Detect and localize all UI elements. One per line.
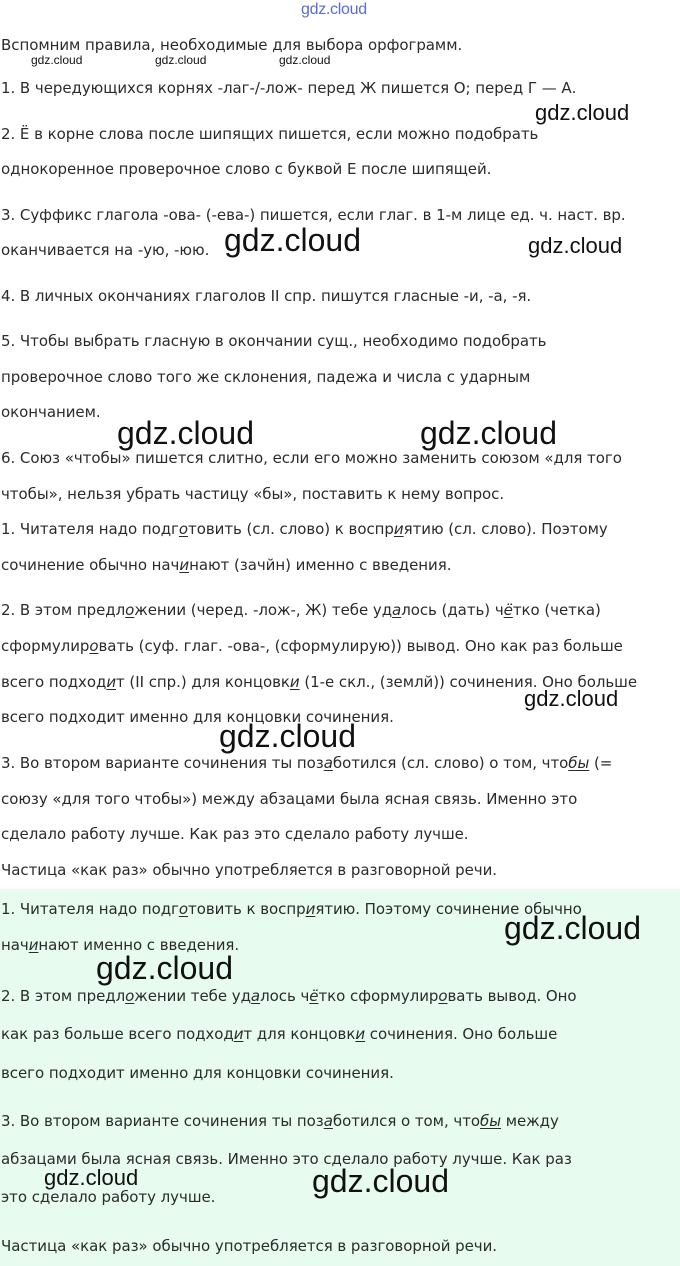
analysis-2-line-1	[1, 600, 601, 620]
orthogram-letter: и	[233, 1025, 244, 1043]
orthogram-letter: и	[289, 673, 300, 691]
text-segment: между	[501, 1112, 559, 1130]
analysis-3-line-1	[1, 753, 612, 773]
watermark: gdz.cloud	[117, 415, 254, 451]
answer-3-line-1	[1, 1111, 559, 1131]
analysis-3-line-3	[1, 824, 469, 844]
site-watermark: gdz.cloud	[301, 1, 367, 18]
orthogram-letter: бы	[480, 1112, 502, 1130]
text-segment: тко сформулир	[318, 987, 439, 1005]
text-segment: всего подход	[1, 673, 107, 691]
text-segment: т для концовк	[243, 1025, 356, 1043]
orthogram-letter: а	[323, 754, 333, 772]
text-segment: это сделало работу лучше.	[1, 1188, 216, 1206]
text-segment: всего подходит именно для концовки сочинения.	[1, 1064, 394, 1082]
text-segment: товить к воспр	[188, 900, 306, 918]
text-segment: т (II спр.) для концовк	[116, 673, 290, 691]
text-segment: как раз больше всего подход	[1, 1025, 234, 1043]
text-segment: вать (суф. глаг. -ова-, (сформулирую)) вывод. Оно как раз больше	[98, 637, 623, 655]
text-segment: Частица «как раз» обычно употребляется в разговорной речи.	[1, 861, 497, 879]
orthogram-letter: о	[125, 601, 135, 619]
watermark: gdz.cloud	[420, 415, 557, 451]
orthogram-letter: а	[392, 601, 402, 619]
rule-5-line-3: окончанием.	[1, 403, 101, 421]
answer-2-line-1	[1, 986, 577, 1006]
rule-4-line-1: 4. В личных окончаниях глаголов II спр. пишутся гласные -и, -а, -я.	[1, 287, 532, 305]
watermark: gdz.cloud	[528, 233, 623, 258]
answer-2-line-2	[1, 1024, 557, 1044]
analysis-1-line-1	[1, 519, 608, 539]
orthogram-letter: а	[250, 987, 261, 1005]
text-segment: вать вывод. Оно	[447, 987, 577, 1005]
text-segment: жении (черед. -лож-, Ж) тебе уд	[134, 601, 393, 619]
text-segment: нают именно с введения.	[38, 936, 240, 954]
rule-2-line-2: однокоренное проверочное слово с буквой Е после шипящей.	[1, 160, 492, 178]
orthogram-letter: а	[323, 1112, 333, 1130]
text-segment: 2. В этом предл	[1, 601, 126, 619]
orthogram-letter: и	[179, 556, 190, 574]
text-segment: абзацами была ясная связь. Именно это сделало работу лучше. Как раз	[1, 1150, 572, 1168]
rule-1-line-1: 1. В чередующихся корнях -лаг-/-лож- перед Ж пишется О; перед Г — А.	[1, 79, 577, 97]
rule-6-line-2: чтобы», нельзя убрать частицу «бы», поставить к нему вопрос.	[1, 485, 505, 503]
answer-note	[1, 1236, 497, 1256]
orthogram-letter: ё	[503, 601, 513, 619]
rule-2-line-1: 2. Ё в корне слова после шипящих пишется, если можно подобрать	[1, 125, 539, 143]
text-segment: 1. Читателя надо подг	[1, 520, 179, 538]
orthogram-letter: о	[178, 900, 189, 918]
rule-3-line-2: оканчивается на -ую, -юю.	[1, 241, 210, 259]
rule-5-line-1: 5. Чтобы выбрать гласную в окончании сущ., необходимо подобрать	[1, 332, 547, 350]
rule-3-line-1: 3. Суффикс глагола -ова- (-ева-) пишется, если глаг. в 1-м лице ед. ч. наст. вр.	[1, 206, 626, 224]
text-segment: (1-е скл., (землй)) сочинения. Оно больше	[299, 673, 638, 691]
orthogram-letter: и	[393, 520, 404, 538]
text-segment: всего подходит именно для концовки сочинения.	[1, 708, 394, 726]
watermark: gdz.cloud	[219, 718, 356, 754]
text-segment: лось ч	[260, 987, 310, 1005]
text-segment: ботился о том, что	[332, 1112, 481, 1130]
orthogram-letter: и	[355, 1025, 366, 1043]
text-segment: ятию. Поэтому сочинение обычно	[315, 900, 582, 918]
analysis-1-line-2	[1, 555, 451, 575]
watermark: gdz.cloud	[535, 100, 630, 125]
watermark: gdz.cloud	[312, 1163, 449, 1199]
text-segment: тко (четка)	[512, 601, 601, 619]
intro-text: Вспомним правила, необходимые для выбора орфограмм.	[1, 36, 463, 54]
orthogram-letter: о	[125, 987, 135, 1005]
orthogram-letter: ё	[309, 987, 319, 1005]
orthogram-letter: бы	[568, 754, 590, 772]
analysis-2-line-2	[1, 636, 623, 656]
text-segment: 3. Во втором варианте сочинения ты поз	[1, 1112, 324, 1130]
text-segment: товить (сл. слово) к воспр	[188, 520, 394, 538]
text-segment: ятию (сл. слово). Поэтому	[403, 520, 608, 538]
watermark: gdz.cloud	[504, 910, 641, 946]
text-segment: жении тебе уд	[134, 987, 251, 1005]
watermark: gdz.cloud	[44, 1165, 139, 1190]
text-segment: 1. Читателя надо подг	[1, 900, 179, 918]
text-segment: сделало работу лучше. Как раз это сделало работу лучше.	[1, 825, 469, 843]
watermark: gdz.cloud	[224, 222, 361, 258]
watermark: gdz.cloud	[31, 53, 83, 67]
rule-6-line-1: 6. Союз «чтобы» пишется слитно, если его можно заменить союзом «для того	[1, 449, 622, 467]
text-segment: нают (зачйн) именно с введения.	[189, 556, 452, 574]
analysis-note	[1, 860, 497, 880]
text-segment: Частица «как раз» обычно употребляется в разговорной речи.	[1, 1237, 497, 1255]
text-segment: сочинения. Оно больше	[365, 1025, 558, 1043]
text-segment: сочинение обычно нач	[1, 556, 180, 574]
orthogram-letter: и	[106, 673, 117, 691]
watermark: gdz.cloud	[155, 53, 207, 67]
text-segment: нач	[1, 936, 29, 954]
text-segment: сформулир	[1, 637, 90, 655]
orthogram-letter: о	[438, 987, 448, 1005]
analysis-3-line-2	[1, 789, 577, 809]
answer-1-line-1	[1, 899, 582, 919]
text-segment: ботился (сл. слово) о том, что	[332, 754, 569, 772]
text-segment: 2. В этом предл	[1, 987, 126, 1005]
answer-2-line-3	[1, 1063, 394, 1083]
watermark: gdz.cloud	[279, 53, 331, 67]
text-segment: 3. Во втором варианте сочинения ты поз	[1, 754, 324, 772]
orthogram-letter: о	[178, 520, 189, 538]
text-segment: лось (дать) ч	[401, 601, 504, 619]
watermark: gdz.cloud	[96, 950, 233, 986]
orthogram-letter: и	[28, 936, 39, 954]
watermark: gdz.cloud	[524, 686, 619, 711]
text-segment: (=	[589, 754, 613, 772]
orthogram-letter: о	[89, 637, 99, 655]
text-segment: союзу «для того чтобы») между абзацами была ясная связь. Именно это	[1, 790, 578, 808]
orthogram-letter: и	[305, 900, 316, 918]
rule-5-line-2: проверочное слово того же склонения, падежа и числа с ударным	[1, 368, 531, 386]
